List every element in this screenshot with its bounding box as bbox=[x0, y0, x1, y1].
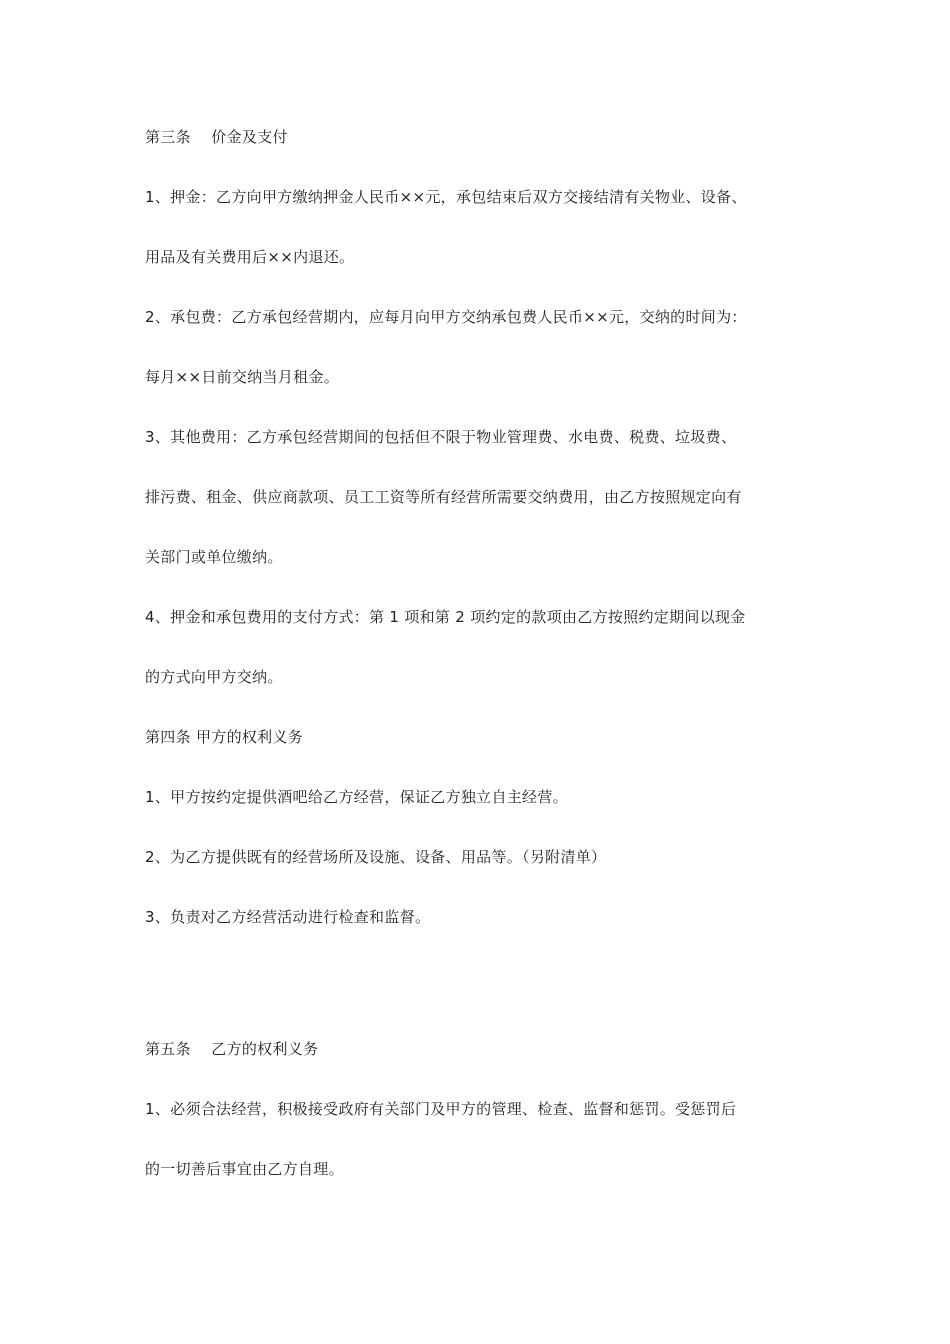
section-5-line-2: 的一切善后事宜由乙方自理。 bbox=[145, 1160, 344, 1178]
section-4-line-1: 1、甲方按约定提供酒吧给乙方经营，保证乙方独立自主经营。 bbox=[145, 788, 568, 806]
section-4-line-3: 3、负责对乙方经营活动进行检查和监督。 bbox=[145, 908, 431, 926]
section-3-line-3: 2、承包费：乙方承包经营期内，应每月向甲方交纳承包费人民币××元，交纳的时间为： bbox=[145, 308, 747, 326]
section-5-heading: 第五条 乙方的权利义务 bbox=[145, 1040, 319, 1058]
section-3-heading: 第三条 价金及支付 bbox=[145, 128, 288, 146]
section-3-line-5: 3、其他费用：乙方承包经营期间的包括但不限于物业管理费、水电费、税费、垃圾费、 bbox=[145, 428, 737, 446]
section-3-line-9: 的方式向甲方交纳。 bbox=[145, 668, 283, 686]
section-4-line-2: 2、为乙方提供既有的经营场所及设施、设备、用品等。（另附清单） bbox=[145, 848, 607, 866]
section-3-line-4: 每月××日前交纳当月租金。 bbox=[145, 368, 340, 386]
section-3-line-1: 1、押金：乙方向甲方缴纳押金人民币××元，承包结束后双方交接结清有关物业、设备、 bbox=[145, 188, 747, 206]
section-3-line-2: 用品及有关费用后××内退还。 bbox=[145, 248, 355, 266]
section-5-line-1: 1、必须合法经营，积极接受政府有关部门及甲方的管理、检查、监督和惩罚。受惩罚后 bbox=[145, 1100, 737, 1118]
section-3-line-7: 关部门或单位缴纳。 bbox=[145, 548, 283, 566]
section-3-line-6: 排污费、租金、供应商款项、员工工资等所有经营所需要交纳费用，由乙方按照规定向有 bbox=[145, 488, 742, 506]
section-3-line-8: 4、押金和承包费用的支付方式：第 1 项和第 2 项约定的款项由乙方按照约定期间以现金 bbox=[145, 608, 746, 626]
section-4-heading: 第四条 甲方的权利义务 bbox=[145, 728, 304, 746]
